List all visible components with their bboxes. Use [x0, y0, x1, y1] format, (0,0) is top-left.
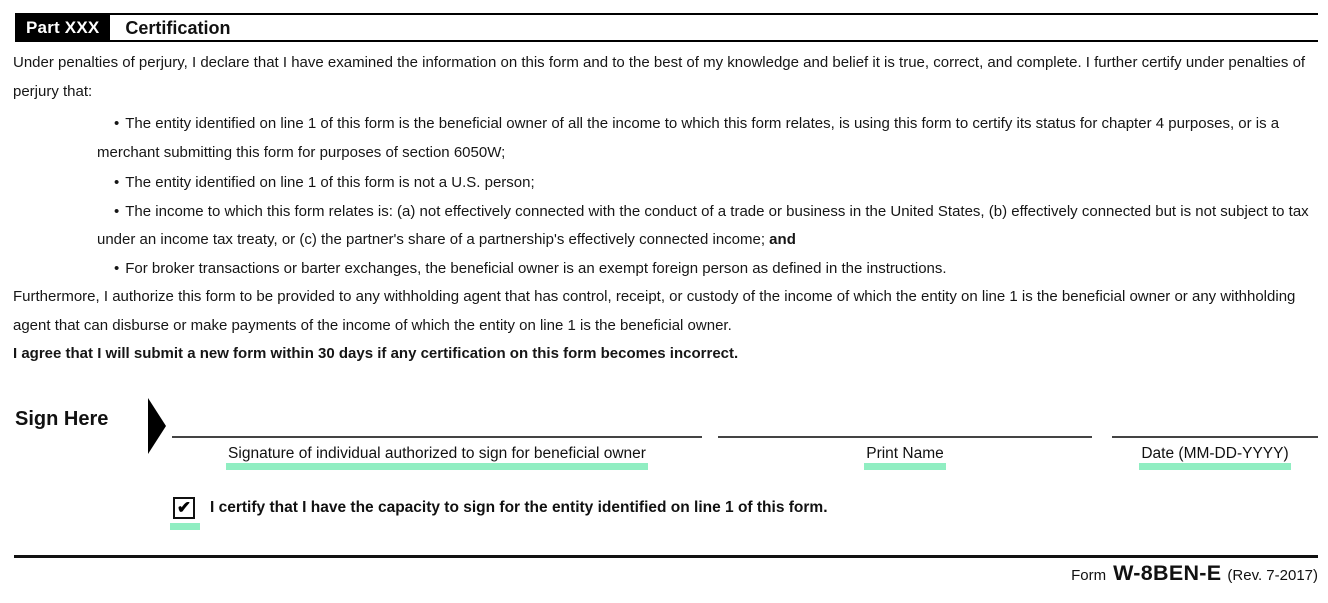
certification-bullet-4	[13, 255, 1315, 284]
footer-form-word: Form	[1071, 567, 1107, 584]
certification-bullet-2	[13, 169, 1315, 198]
date-input-line[interactable]	[1112, 436, 1318, 438]
certification-agreement: I agree that I will submit a new form within 30 days if any certification on this form becomes incorrect.	[13, 345, 739, 362]
bullet-icon: •	[114, 115, 120, 132]
date-field-label: Date (MM-DD-YYYY)	[1139, 445, 1290, 470]
checkmark-icon: ✔	[176, 497, 192, 517]
bullet-text: The income to which this form relates is: (a) not effectively connected with the conduct of a trade or business in the United States, (b) effectively connected but is not subject to tax under an income tax treaty, or (c) the partner's share of a partnership's effectively connected income;	[97, 202, 1309, 248]
certification-furthermore: Furthermore, I authorize this form to be provided to any withholding agent that has control, receipt, or custody of the income of which the entity on line 1 is the beneficial owner or any withholding agent that can disburse or make payments of the income of which the entity on line 1 is the beneficial owner.	[13, 288, 1296, 334]
certification-bullet-3	[13, 198, 1315, 255]
footer-form-number: W-8BEN-E	[1113, 561, 1222, 585]
certification-text-block	[0, 42, 1328, 369]
sign-here-label: Sign Here	[15, 408, 109, 430]
bullet-icon: •	[114, 202, 120, 220]
footer-form-revision: (Rev. 7-2017)	[1227, 567, 1318, 584]
bullet-text: The entity identified on line 1 of this form is not a U.S. person;	[125, 174, 535, 191]
part-header	[15, 13, 1318, 42]
capacity-checkbox[interactable]	[173, 497, 195, 519]
certification-bullet-1	[13, 110, 1315, 167]
footer-divider	[14, 555, 1318, 558]
part-number-label: Part XXX	[15, 15, 110, 40]
sign-here-arrow-icon	[148, 398, 166, 454]
certification-intro: Under penalties of perjury, I declare that I have examined the information on this form and to the best of my knowledge and belief it is true, correct, and complete. I further certify under penalties of perjury that:	[13, 54, 1306, 100]
bullet-text: For broker transactions or barter exchanges, the beneficial owner is an exempt foreign person as defined in the instructions.	[125, 259, 947, 277]
print-name-field-label: Print Name	[864, 445, 946, 470]
print-name-input-line[interactable]	[718, 436, 1092, 438]
capacity-checkbox-label: I certify that I have the capacity to sign for the entity identified on line 1 of this form.	[210, 499, 828, 516]
form-footer	[1071, 561, 1318, 586]
signature-input-line[interactable]	[172, 436, 702, 438]
bullet-text: The entity identified on line 1 of this form is the beneficial owner of all the income to which this form relates, is using this form to certify its status for chapter 4 purposes, or is a merchant submitting this form for purposes of section 6050W;	[97, 115, 1280, 161]
signature-field-label: Signature of individual authorized to sign for beneficial owner	[226, 445, 648, 470]
date-field	[1112, 445, 1318, 470]
bullet-icon: •	[114, 259, 120, 277]
bullet-icon: •	[114, 174, 120, 191]
signature-field	[172, 445, 702, 470]
checkbox-highlight-bar	[170, 523, 200, 530]
part-title: Certification	[125, 18, 231, 38]
print-name-field	[718, 445, 1092, 470]
bullet-bold-suffix: and	[765, 231, 796, 248]
